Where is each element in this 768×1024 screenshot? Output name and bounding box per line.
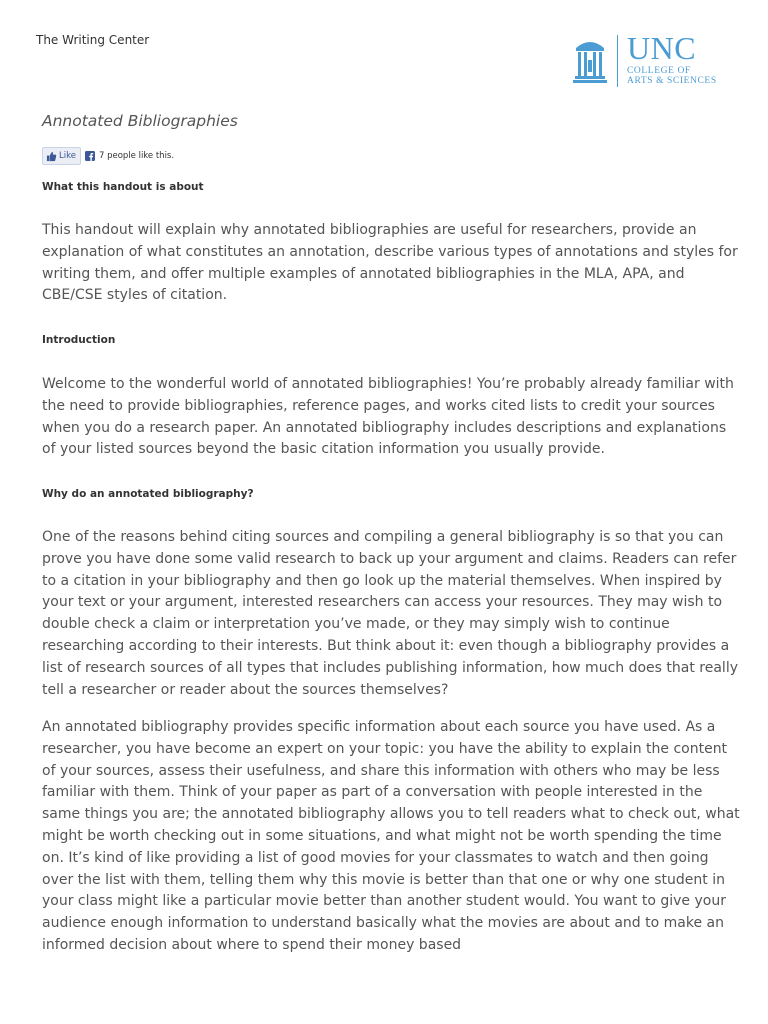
logo-subtitle-line2: ARTS & SCIENCES [627,76,717,86]
like-bar [42,147,174,165]
logo-subtitle-line1: COLLEGE OF [627,66,691,76]
page-title: Annotated Bibliographies [42,112,238,130]
paragraph-about: This handout will explain why annotated bibliographies are useful for researchers, provide an explanation of what constitutes an annotation, describe various types of annotations and styles for writing them, and offer multiple examples of annotated bibliographies in the MLA, APA, and CBE/CSE styles of citation. [42,222,738,304]
section-heading-why: Why do an annotated bibliography? [42,488,254,500]
logo-title: UNC [627,30,697,66]
old-well-icon [573,38,607,84]
site-name[interactable]: The Writing Center [36,33,150,47]
logo-divider [617,35,618,87]
section-heading-introduction: Introduction [42,334,116,346]
section-heading-about: What this handout is about [42,181,204,193]
facebook-icon [85,151,95,161]
unc-logo[interactable] [571,30,741,93]
paragraph-why-1: One of the reasons behind citing sources and compiling a general bibliography is so that you can prove you have done some valid research to back up your argument and claims. Readers can refer to a citation in your bibliography and then go look up the material themselves. When inspired by your text or your argument, interested researchers can access your resources. They may wish to double check a claim or interpretation you’ve made, or they may simply wish to continue researching according to their interests. But think about it: even though a bibliography provides a list of research sources of all types that includes publishing information, how much does that really tell a researcher or reader about the sources themselves? [42,529,738,698]
like-button-label: Like [59,151,76,161]
like-button[interactable] [42,147,81,165]
thumbs-up-icon [46,151,57,162]
paragraph-introduction: Welcome to the wonderful world of annotated bibliographies! You’re probably already familiar with the need to provide bibliographies, reference pages, and works cited lists to credit your sources when you do a research paper. An annotated bibliography includes descriptions and explanations of your listed sources beyond the basic citation information you usually provide. [42,376,734,458]
like-count: 7 people like this. [98,151,175,161]
paragraph-why-2: An annotated bibliography provides specific information about each source you have used. As a researcher, you have become an expert on your topic: you have the ability to explain the content of your sources, assess their usefulness, and share this information with others who may be less familiar with them. Think of your paper as part of a conversation with people interested in the same things you are; the annotated bibliography allows you to tell readers what to check out, what might be worth checking out in some situations, and what might not be worth spending the time on. It’s kind of like providing a list of good movies for your classmates to watch and then going over the list with them, telling them why this movie is better than that one or why one student in your class might like a particular movie better than another student would. You want to give your audience enough information to understand basically what the movies are about and to make an informed decision about where to spend their money based [42,719,740,953]
